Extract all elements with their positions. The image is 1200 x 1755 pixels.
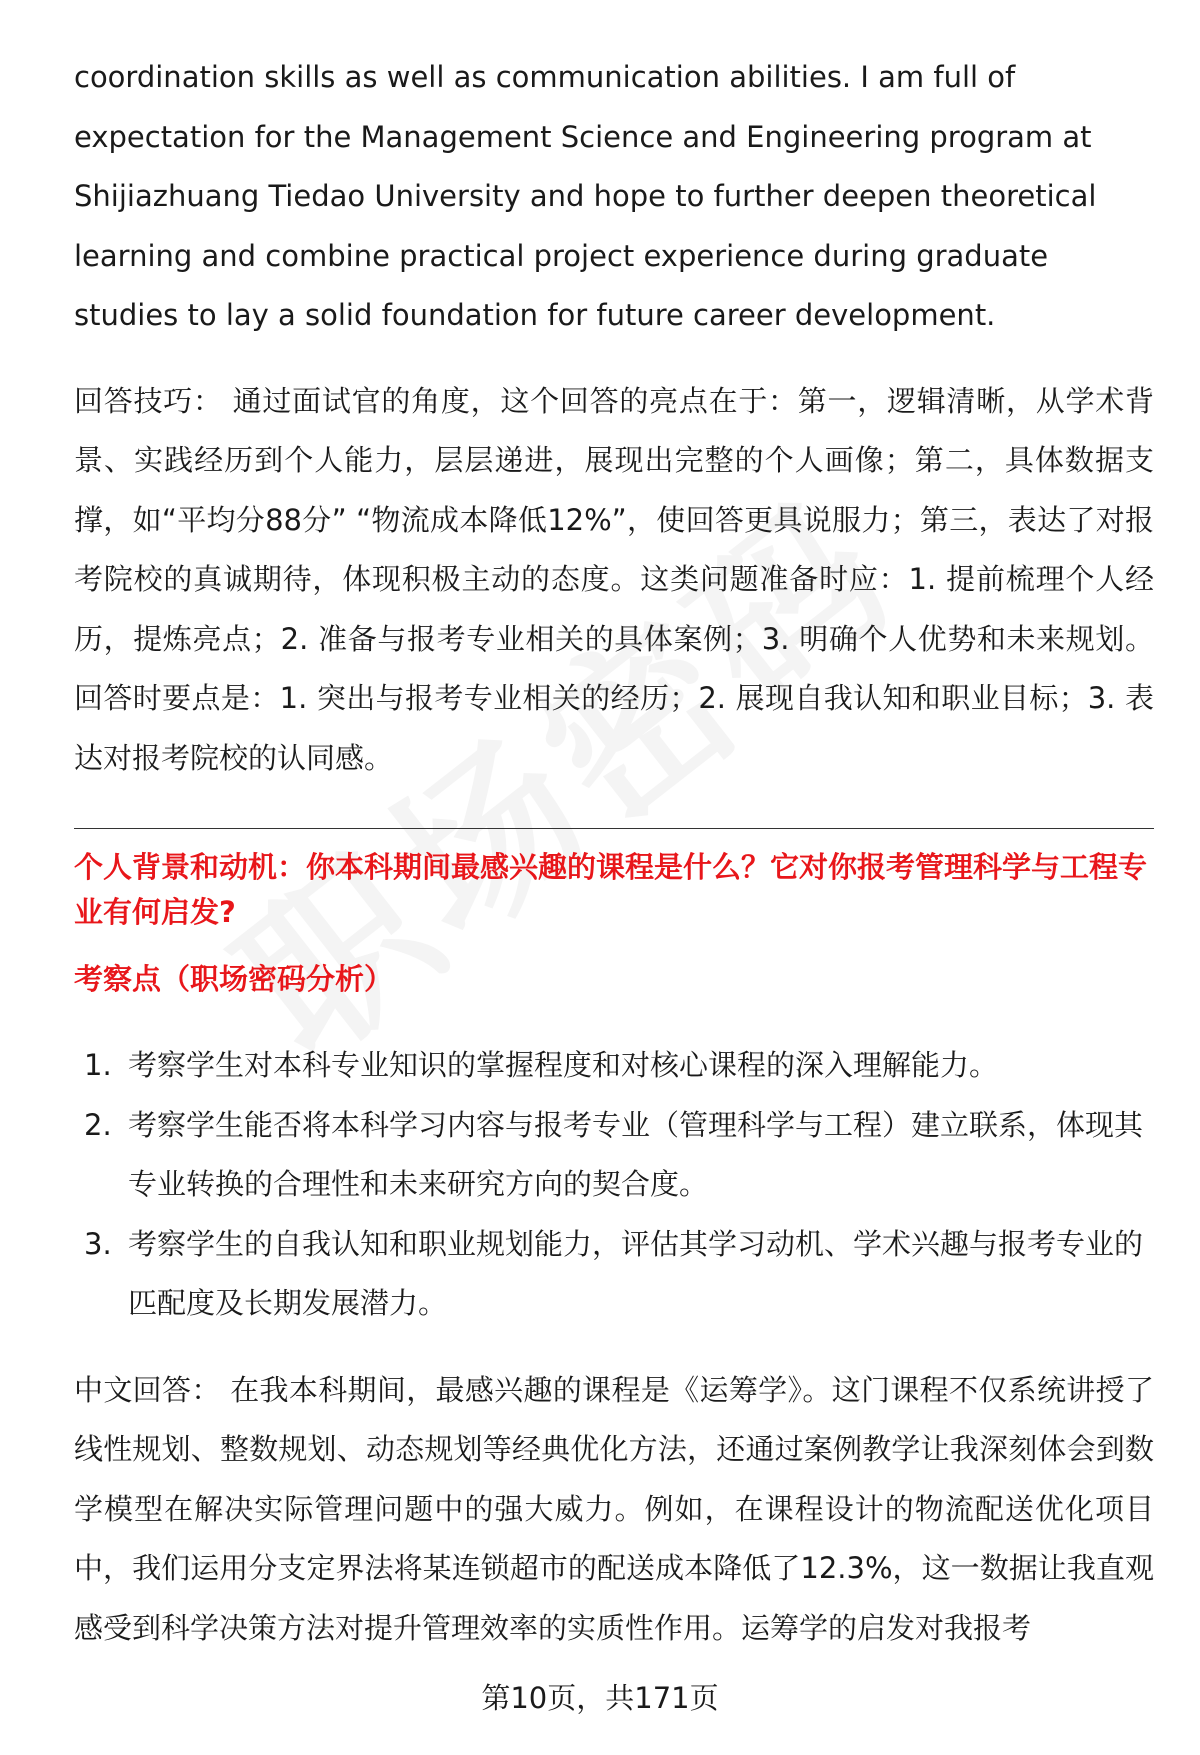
section-divider xyxy=(74,828,1154,829)
list-item-text: 考察学生能否将本科学习内容与报考专业（管理科学与工程）建立联系，体现其专业转换的合理性和未来研究方向的契合度。 xyxy=(128,1107,1144,1201)
chinese-answer-label: 中文回答： xyxy=(74,1372,221,1407)
answer-tips-label: 回答技巧： xyxy=(74,383,223,418)
chinese-answer-text: 在我本科期间，最感兴趣的课程是《运筹学》。这门课程不仅系统讲授了线性规划、整数规划、动态规划等经典优化方法，还通过案例教学让我深刻体会到数学模型在解决实际管理问题中的强大威力。例如，在课程设计的物流配送优化项目中，我们运用分支定界法将某连锁超市的配送成本降低了12.3%，这一数据让我直观感受到科学决策方法对提升管理效率的实质性作用。运筹学的启发对我报考 xyxy=(74,1372,1154,1645)
list-item-number: 3. xyxy=(84,1226,112,1261)
list-item-number: 1. xyxy=(84,1048,112,1082)
answer-tips-text: 通过面试官的角度，这个回答的亮点在于：第一，逻辑清晰，从学术背景、实践经历到个人能力，层层递进，展现出完整的个人画像；第二，具体数据支撑，如“平均分88分” “物流成本降低12%”，使回答更具说服力；第三，表达了对报考院校的真诚期待，体现积极主动的态度。这类问题准备时应：1. 提前梳理个人经历，提炼亮点；2. 准备与报考专业相关的具体案例；3. 明确个人优势和未来规划。回答时要点是：1. 突出与报考专业相关的经历；2. 展现自我认知和职业目标；3. 表达对报考院校的认同感。 xyxy=(74,383,1154,775)
assessment-points-heading: 考察点（职场密码分析） xyxy=(74,962,394,996)
question-title: 个人背景和动机：你本科期间最感兴趣的课程是什么？它对你报考管理科学与工程专业有何启发? xyxy=(74,850,1148,929)
document-page xyxy=(74,48,1154,1658)
assessment-points-list xyxy=(74,1036,1154,1334)
list-item xyxy=(74,1215,1154,1334)
list-item-text: 考察学生的自我认知和职业规划能力，评估其学习动机、学术兴趣与报考专业的匹配度及长期发展潜力。 xyxy=(128,1226,1144,1320)
intro-paragraph: coordination skills as well as communication abilities. I am full of expectation for the Management Science and Engineering program at Shijiazhuang Tiedao University and hope to further deepen theoretical learning and combine practical project experience during graduate studies to lay a solid foundation for future career development. xyxy=(74,60,1097,332)
list-item-number: 2. xyxy=(84,1107,112,1142)
chinese-answer xyxy=(74,1361,1154,1659)
list-item xyxy=(74,1096,1154,1215)
list-item xyxy=(74,1036,1154,1096)
answer-tips xyxy=(74,372,1154,789)
page-indicator: 第10页，共171页 xyxy=(481,1681,719,1715)
list-item-text: 考察学生对本科专业知识的掌握程度和对核心课程的深入理解能力。 xyxy=(128,1048,999,1082)
